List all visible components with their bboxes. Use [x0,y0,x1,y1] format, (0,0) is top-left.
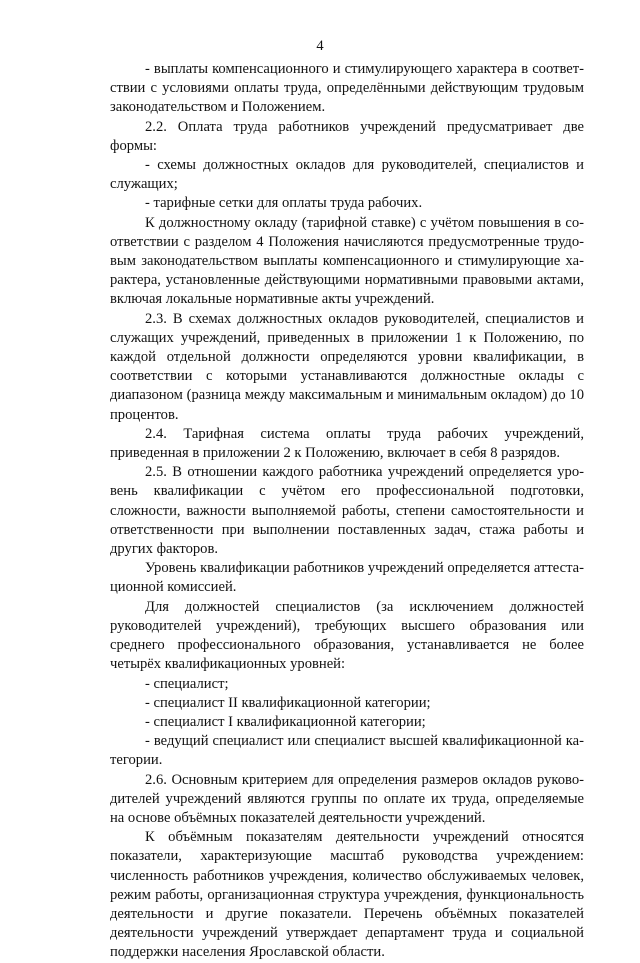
list-item-compensation-payments: - выплаты компенсационного и стимулирующего характера в соответствии с условиями оплаты труда, определёнными действующим трудовым законодательством и Положением. [110,61,584,116]
list-item-tariff-grids: - тарифные сетки для оплаты труда рабочих. [145,195,423,212]
paragraph-volume-indicators: К объёмным показателям деятельности учреждений относятся показатели, характеризующие масштаб руководства учреждением: численность работников учреждения, количество обслуживаемых человек, режим работы, организационная структура учреждения, функциональность деятельности и другие показатели. Перечень объёмных показателей деятельности учреждений утверждает департамент труда и социальной поддержки населения Ярославской области. [110,829,584,961]
paragraph-2-3: 2.3. В схемах должностных окладов руководителей, специалистов и служащих учреждений, приведенных в приложении 1 к Положению, по каждой отдельной должности определяются уровни квалификации, в соответствии с которыми устанавливаются должностные оклады с диапазоном (разница между максимальным и минимальным окладом) до 10 процентов. [110,310,584,423]
page-number: 4 [316,38,324,54]
list-item-salary-schemes: - схемы должностных окладов для руководителей, специалистов и служащих; [110,157,584,193]
paragraph-specialist-levels: Для должностей специалистов (за исключением должностей руководителей учреждений), требующих высшего образования или среднего профессионального образования, устанавливается не более четырёх квалификационных уровней: [110,598,584,673]
paragraph-attestation: Уровень квалификации работников учреждений определяется аттестационной комиссией. [110,560,584,596]
paragraph-salary-supplements: К должностному окладу (тарифной ставке) с учётом повышения в соответствии с разделом 4 Положения начисляются предусмотренные трудовым законодательством выплаты компенсационного и стимулирующие характера, установленные действующими нормативными правовыми актами, включая локальные нормативные акты учреждений. [110,214,584,308]
paragraph-2-6: 2.6. Основным критерием для определения размеров окладов руководителей учреждений являются группы по оплате их труда, определяемые на основе объёмных показателей деятельности учреждений. [110,771,584,826]
paragraph-2-2: 2.2. Оплата труда работников учреждений предусматривает две формы: [110,118,584,154]
list-item-specialist-category-1: - специалист I квалификационной категории; [145,713,426,730]
list-item-specialist-category-2: - специалист II квалификационной категории; [145,694,431,711]
paragraph-2-4: 2.4. Тарифная система оплаты труда рабочих учреждений, приведенная в приложении 2 к Положению, включает в себя 8 разрядов. [110,425,584,462]
list-item-specialist: - специалист; [145,675,229,692]
document-body [110,60,584,963]
paragraph-2-5: 2.5. В отношении каждого работника учреждений определяется уровень квалификации с учётом его профессиональной подготовки, сложности, важности выполняемой работы, степени самостоятельности и ответственности при выполнении поставленных задач, стажа работы и других факторов. [110,464,584,558]
list-item-leading-specialist: - ведущий специалист или специалист высшей квалификационной категории. [110,733,584,769]
